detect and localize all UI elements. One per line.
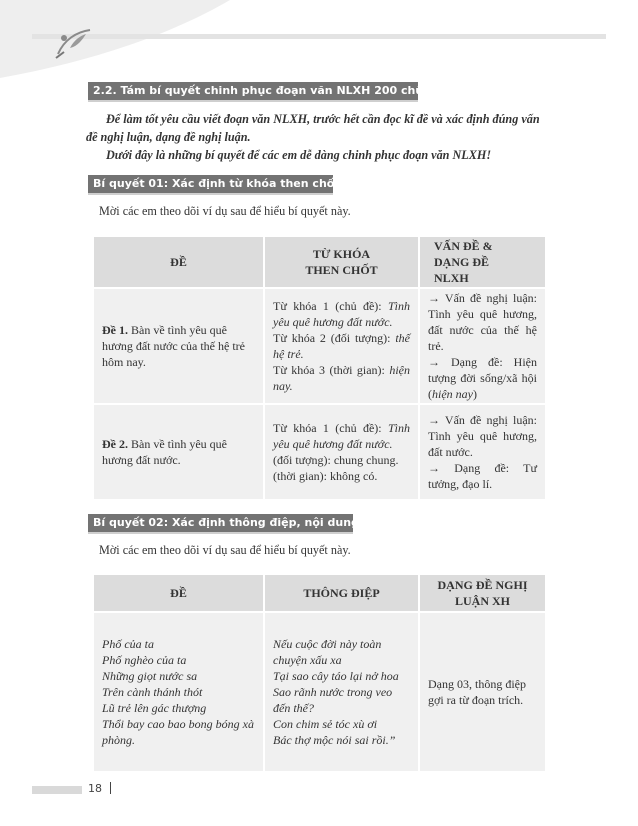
message-line: Tại sao cây táo lại nở hoa [273,669,399,683]
type-text-italic: hiện nay [432,387,473,401]
table-row [93,612,546,772]
message-line: Nếu cuộc đời này toàn chuyện xấu xa [273,637,382,667]
keyword-label: Từ khóa 1 (chủ đề): [273,421,388,435]
tip2-title: Bí quyết 02: Xác định thông điệp, nội dung [88,514,353,532]
keyword-value: hiện nay. [273,363,410,393]
tip1-table [92,235,547,501]
message-line: Con chim sẻ tóc xù ơi [273,717,378,731]
section-title: 2.2. Tám bí quyết chinh phục đoạn văn NLXH 200 chữ [88,82,418,100]
table-cell [93,288,264,404]
intro-paragraph: Để làm tốt yêu cầu viết đoạn văn NLXH, trước hết cần đọc kĩ đề và xác định đúng vấn đề nghị luận, dạng đề nghị luận. [86,112,540,144]
column-header: ĐỀ [93,574,264,612]
corner-decoration [0,0,230,78]
poem-line: Phố nghèo của ta [102,653,187,667]
column-header: ĐỀ [93,236,264,288]
header-bar [32,34,606,39]
type-text: ) [473,387,477,401]
table-cell: Dạng 03, thông điệp gợi ra từ đoạn trích. [419,612,546,772]
issue-text: → Vấn đề nghị luận: Tình yêu quê hương, đất nước của thế hệ trẻ. [428,291,537,353]
type-text: → Dạng đề: Hiện tượng đời sống/xã hội ( [428,355,537,401]
tip2-table [92,573,547,773]
column-header: VẤN ĐỀ & DẠNG ĐỀ NLXH [419,236,546,288]
keyword-value: Tình yêu quê hương đất nước. [273,299,410,329]
message-line: Sao rãnh nước trong veo đến thế? [273,685,393,715]
poem-line: Những giọt nước sa [102,669,198,683]
table-header-row [93,574,546,612]
poem-line: Trên cành thánh thót [102,685,203,699]
keyword-text: (thời gian): không có. [273,469,378,483]
poem-line: Thổi bay cao bao bong bóng xà phòng. [102,717,254,747]
exercise-text: Bàn về tình yêu quê hương đất nước. [102,437,227,467]
column-header: THÔNG ĐIỆP [264,574,419,612]
tip2-lead: Mời các em theo dõi ví dụ sau để hiểu bí quyết này. [99,543,351,557]
exercise-number: Đề 1. [102,323,128,337]
type-text: → Dạng đề: Tư tưởng, đạo lí. [428,461,537,491]
keyword-value: thế hệ trẻ. [273,331,410,361]
keyword-label: Từ khóa 2 (đối tượng): [273,331,396,345]
poem-line: Phố của ta [102,637,154,651]
table-row [93,404,546,500]
message-line: Bác thợ mộc nói sai rồi.” [273,733,396,747]
table-cell [264,288,419,404]
exercise-text: Bàn về tình yêu quê hương đất nước của thế hệ trẻ hôm nay. [102,323,245,369]
keyword-label: Từ khóa 1 (chủ đề): [273,299,388,313]
page-separator [110,782,111,794]
keyword-value: Tình yêu quê hương đất nước. [273,421,410,451]
table-cell [264,612,419,772]
table-cell [264,404,419,500]
keyword-label: Từ khóa 3 (thời gian): [273,363,390,377]
column-header: DẠNG ĐỀ NGHỊ LUẬN XH [419,574,546,612]
table-row [93,288,546,404]
intro-paragraph: Dưới đây là những bí quyết để các em dễ dàng chinh phục đoạn văn NLXH! [106,148,492,162]
footer-bar [32,786,82,794]
table-cell [93,404,264,500]
table-cell [93,612,264,772]
keyword-text: (đối tượng): chung chung. [273,453,399,467]
column-header: TỪ KHÓA THEN CHỐT [264,236,419,288]
pen-bird-logo-icon [50,22,100,62]
page-number: 18 [88,782,102,795]
issue-text: → Vấn đề nghị luận: Tình yêu quê hương, đất nước. [428,413,537,459]
table-cell [419,288,546,404]
tip1-lead: Mời các em theo dõi ví dụ sau để hiểu bí quyết này. [99,204,351,218]
poem-line: Lũ trẻ lên gác thượng [102,701,207,715]
tip1-title: Bí quyết 01: Xác định từ khóa then chốt [88,175,333,193]
table-header-row [93,236,546,288]
table-cell [419,404,546,500]
section-intro [86,110,542,164]
exercise-number: Đề 2. [102,437,128,451]
